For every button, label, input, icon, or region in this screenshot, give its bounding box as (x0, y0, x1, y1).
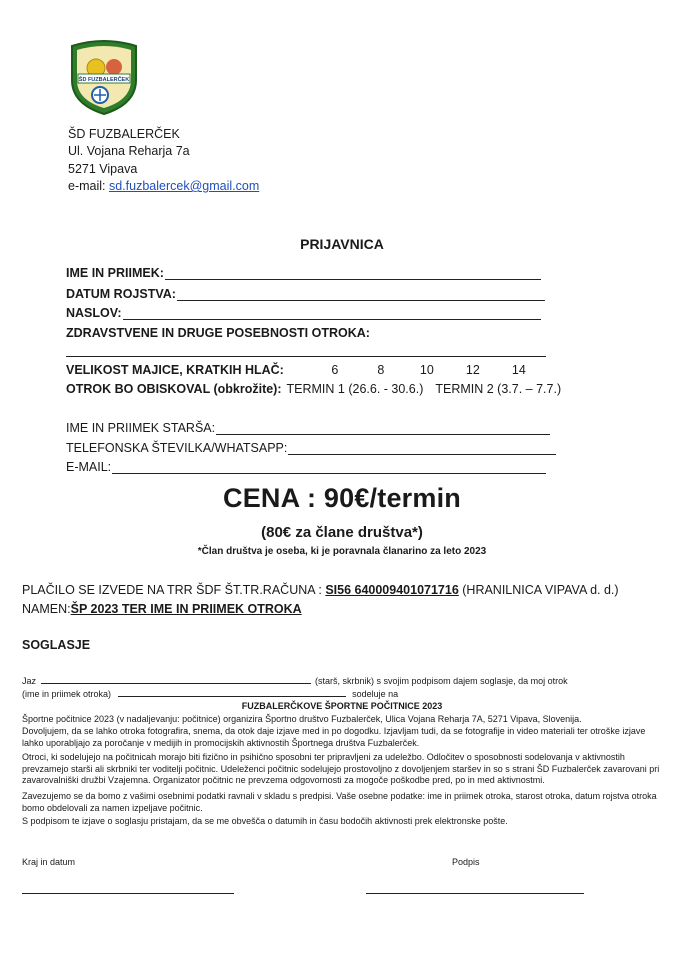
term1-option[interactable]: TERMIN 1 (26.6. - 30.6.) (286, 382, 424, 396)
parent-label: IME IN PRIIMEK STARŠA: (66, 421, 216, 435)
address-label: NASLOV: (66, 306, 122, 320)
child-label: (ime in priimek otroka) (22, 689, 112, 699)
name-field[interactable] (66, 266, 541, 280)
consent-p3: Otroci, ki sodelujejo na počitnicah morajo biti fizično in psihično sposobni ter pripravljeni za udeležbo. Odločitev o sposobnosti sodelovanja v aktivnostih prevzamejo starši ali skrbniki ter voditelji počitnic. Udeleženci počitnic sodelujejo prostovoljno z dovoljenjem staršev in so s strani ŠD Fuzbalerček zavarovani pri zavarovalniški družbi Vzajemna. Organizator počitnic ne prevzema odgovornosti za mogoče poškodbe pred, po in med aktivnostmi. (22, 752, 660, 786)
consent-p2: Dovoljujem, da se lahko otroka fotografira, snema, da otok daje izjave med in po dogodku. Izjavljam tudi, da se fotografije in video materiali ter otroške izjave lahko uporabljajo za poročanje v medijih in promocijskih aktivnostih Športnega društva Fuzbalerček. (22, 726, 646, 748)
size-option[interactable]: 12 (465, 363, 480, 377)
consent-p5: S podpisom te izjave o soglasju pristajam, da se me obvešča o datumih in času bodočih aktivnosti prek elektronske pošte. (22, 816, 508, 826)
size-option[interactable]: 8 (377, 363, 385, 377)
club-city: 5271 Vipava (68, 162, 138, 176)
email-link[interactable]: sd.fuzbalercek@gmail.com (108, 179, 260, 193)
jaz-label: Jaz (22, 676, 37, 686)
jaz-tail: (starš, skrbnik) s svojim podpisom dajem soglasje, da moj otrok (315, 676, 568, 686)
dob-label: DATUM ROJSTVA: (66, 287, 176, 301)
payment-prefix: PLAČILO SE IZVEDE NA TRR ŠDF ŠT.TR.RAČUNA : (22, 583, 326, 597)
parent-name-line[interactable] (41, 675, 311, 684)
signature-label: Podpis (452, 857, 480, 867)
size-option[interactable]: 10 (419, 363, 434, 377)
consent-heading: SOGLASJE (22, 638, 91, 652)
bank-name: (HRANILNICA VIPAVA d. d.) (458, 583, 619, 597)
address-field[interactable] (66, 306, 541, 320)
term-label: OTROK BO OBISKOVAL (obkrožite): (66, 382, 282, 396)
size-label: VELIKOST MAJICE, KRATKIH HLAČ: (66, 363, 284, 377)
club-email-row (68, 178, 259, 195)
child-tail: sodeluje na (352, 689, 399, 699)
phone-line[interactable] (288, 442, 556, 455)
name-line[interactable] (165, 267, 541, 280)
purpose-label: NAMEN: (22, 602, 71, 616)
name-label: IME IN PRIIMEK: (66, 266, 164, 280)
address-line[interactable] (123, 307, 541, 320)
term-row (66, 382, 561, 396)
parent-field[interactable] (66, 421, 550, 435)
price-member: (80€ za člane društva*) (261, 524, 423, 541)
health-line[interactable] (66, 356, 546, 357)
term2-option[interactable]: TERMIN 2 (3.7. – 7.7.) (435, 382, 562, 396)
member-note: *Član društva je oseba, ki je poravnala članarino za leto 2023 (197, 546, 487, 557)
club-street: Ul. Vojana Reharja 7a (68, 144, 190, 158)
phone-field[interactable] (66, 441, 556, 455)
parent-line[interactable] (216, 422, 550, 435)
size-row (66, 363, 542, 377)
dob-line[interactable] (177, 288, 545, 301)
svg-text:ŠD FUZBALERČEK: ŠD FUZBALERČEK (78, 77, 130, 83)
iban: SI56 640009401071716 (325, 583, 459, 597)
health-label: ZDRAVSTVENE IN DRUGE POSEBNOSTI OTROKA: (66, 326, 370, 340)
consent-jaz-row (22, 675, 568, 688)
club-logo (66, 40, 142, 116)
size-option[interactable]: 14 (511, 363, 526, 377)
email-line[interactable] (112, 461, 546, 474)
email-field[interactable] (66, 460, 546, 474)
size-options[interactable] (312, 363, 542, 377)
form-title: PRIJAVNICA (300, 236, 384, 252)
signature-line[interactable] (366, 893, 584, 894)
email-label: e-mail: (68, 179, 109, 193)
price-main: CENA : 90€/termin (223, 483, 461, 513)
child-name-line[interactable] (118, 688, 346, 697)
consent-p4: Zavezujemo se da bomo z vašimi osebnimi podatki ravnali v skladu s predpisi. Vaše osebne podatke: ime in priimek otroka, starost otroka, datum rojstva otroka bomo obdelovali za namen izpeljave počitnic. (22, 791, 657, 813)
purpose-value: ŠP 2023 TER IME IN PRIIMEK OTROKA (70, 602, 302, 616)
consent-child-row (22, 688, 398, 701)
place-date-line[interactable] (22, 893, 234, 894)
phone-label: TELEFONSKA ŠTEVILKA/WHATSAPP: (66, 441, 288, 455)
purpose-line (22, 602, 302, 616)
payment-line (22, 583, 619, 597)
place-date-label: Kraj in datum (22, 857, 76, 867)
email-field-label: E-MAIL: (66, 460, 112, 474)
club-name: ŠD FUZBALERČEK (68, 127, 180, 141)
event-name: FUZBALERČKOVE ŠPORTNE POČITNICE 2023 (241, 701, 443, 711)
consent-p1: Športne počitnice 2023 (v nadaljevanju: počitnice) organizira Športno društvo Fuzbalerček, Ulica Vojana Reharja 7A, 5271 Vipava, Slovenija. (22, 714, 582, 724)
dob-field[interactable] (66, 287, 545, 301)
size-option[interactable]: 6 (331, 363, 339, 377)
health-field (66, 326, 370, 340)
